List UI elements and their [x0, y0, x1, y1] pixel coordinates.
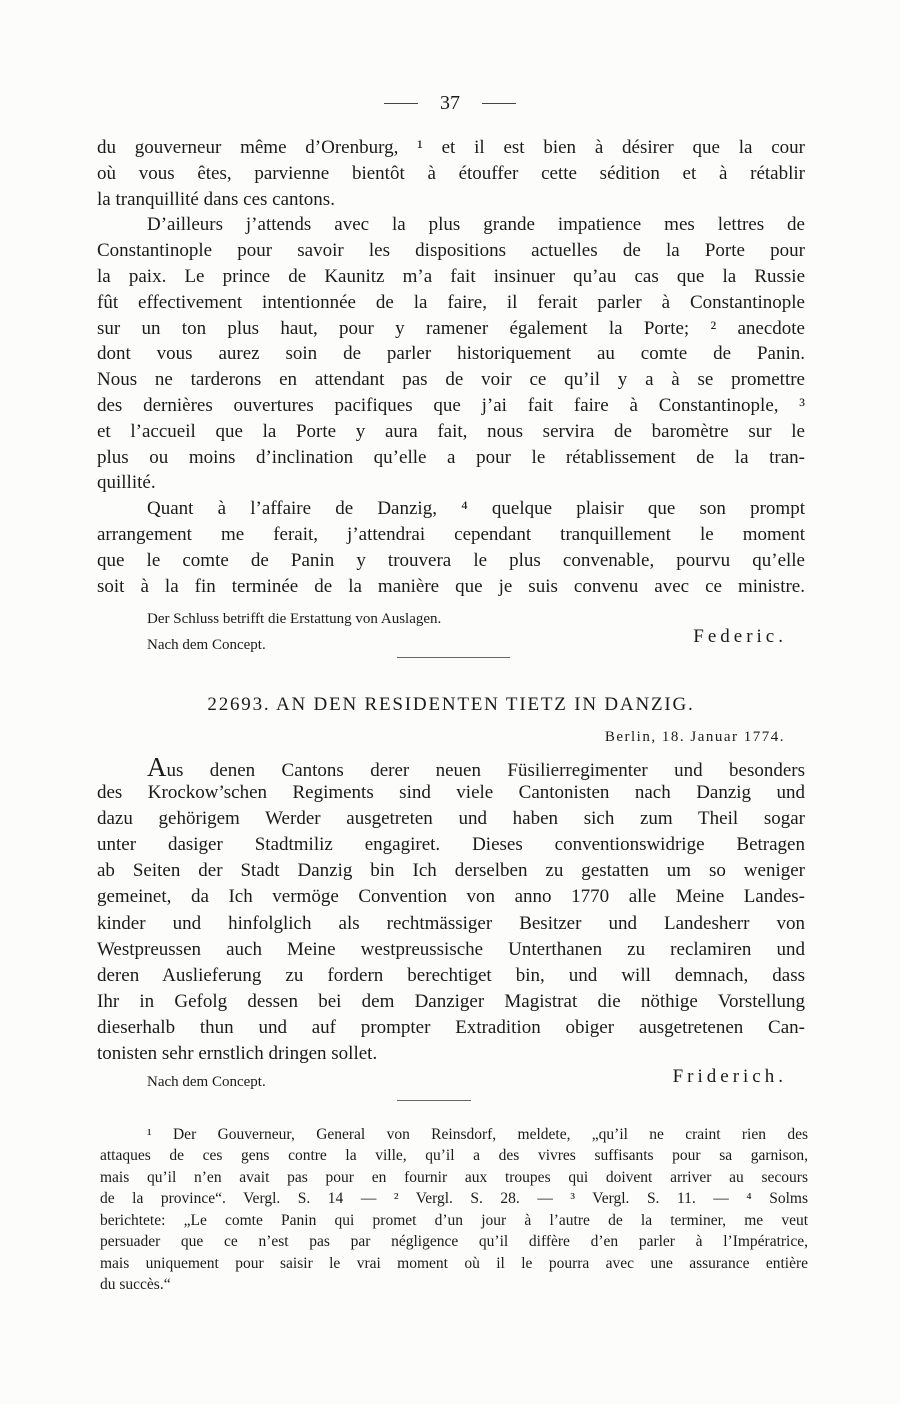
- editorial-note: Der Schluss betrifft die Erstattung von Auslagen.: [147, 611, 442, 627]
- text-line: que le comte de Panin y trouvera le plus convenable, pourvu qu’elle: [97, 549, 805, 571]
- page-number-header: [0, 90, 900, 116]
- signature: Friderich.: [672, 1066, 787, 1087]
- footnote-line: persuader que ce n’est pas par négligence qu’il diffère d’en parler à l’Impératrice,: [100, 1233, 808, 1251]
- page-number-dash-right: [482, 103, 516, 104]
- footnote-line: ¹ Der Gouverneur, General von Reinsdorf, meldete, „qu’il ne craint rien des: [147, 1126, 808, 1143]
- footnote-divider: [397, 1100, 471, 1101]
- signature: Federic.: [693, 626, 787, 647]
- footnote-line: de la province“. Vergl. S. 14 — ² Vergl. S. 28. — ³ Vergl. S. 11. — ⁴ Solms: [100, 1190, 808, 1208]
- text-line: des Krockow’schen Regiments sind viele Cantonisten nach Danzig und: [97, 782, 805, 804]
- letter-date: Berlin, 18. Januar 1774.: [604, 729, 785, 745]
- text-line: dieserhalb thun und auf prompter Extradition obiger ausgetretenen Can-: [97, 1016, 805, 1038]
- footnotes: [100, 1124, 808, 1295]
- footnote-line: berichtete: „Le comte Panin qui promet d’un jour à l’autre de la terminer, me veut: [100, 1211, 808, 1229]
- text-line: Constantinople pour savoir les dispositions actuelles de la Porte pour: [97, 240, 805, 262]
- text-line: du gouverneur même d’Orenburg, ¹ et il est bien à désirer que la cour: [97, 137, 805, 158]
- text-line: D’ailleurs j’attends avec la plus grande impatience mes lettres de: [147, 214, 805, 236]
- text-line: gemeinet, da Ich vermöge Convention von anno 1770 alle Meine Landes-: [97, 886, 805, 908]
- text-line: arrangement me ferait, j’attendrai cependant tranquillement le moment: [97, 523, 805, 545]
- footnote-line: attaques de ces gens contre la ville, qu’il a des vivres suffisants pour sa garnison,: [100, 1147, 808, 1165]
- section-divider: [397, 657, 510, 658]
- text-line: dazu gehörigem Werder ausgetreten und haben sich zum Theil sogar: [97, 808, 805, 830]
- text-line: deren Auslieferung zu fordern berechtiget bin, und will demnach, dass: [97, 964, 805, 986]
- text-line: Nous ne tarderons en attendant pas de voir ce qu’il y a à se promettre: [97, 369, 805, 391]
- text-line: plus ou moins d’inclination qu’elle a pour le rétablissement de la tran-: [97, 446, 805, 468]
- text-line: dont vous aurez soin de parler historiquement au comte de Panin.: [97, 343, 805, 365]
- letter-2-body: [97, 754, 805, 1067]
- source-note: Nach dem Concept.: [147, 637, 266, 653]
- text-line: Ihr in Gefolg dessen bei dem Danziger Magistrat die nöthige Vorstellung: [97, 990, 805, 1012]
- letter-heading: 22693. AN DEN RESIDENTEN TIETZ IN DANZIG.: [207, 694, 695, 715]
- page-number-dash-left: [384, 103, 418, 104]
- text-line: des dernières ouvertures pacifiques que j’ai fait faire à Constantinople, ³: [97, 394, 805, 416]
- text-line: fût effectivement intentionnée de la faire, il ferait parler à Constantinople: [97, 291, 805, 313]
- text-line: sur un ton plus haut, pour y ramener également la Porte; ² anecdote: [97, 317, 805, 339]
- footnote-line: mais qu’il n’en avait pas pour en fournir aux troupes qui doivent arriver au secours: [100, 1168, 808, 1186]
- text-line: unter dasiger Stadtmiliz engagiret. Dieses conventionswidrige Betragen: [97, 834, 805, 856]
- text-line: Aus denen Cantons derer neuen Füsilierregimenter und besonders: [147, 752, 805, 782]
- letter-1-body: [97, 135, 805, 599]
- text-line: Westpreussen auch Meine westpreussische Unterthanen zu reclamiren und: [97, 938, 805, 960]
- text-line: kinder und hinfolglich als rechtmässiger Besitzer und Landesherr von: [97, 912, 805, 934]
- footnote-line: du succès.“: [100, 1275, 171, 1293]
- page-number: 37: [440, 92, 460, 114]
- text-line: soit à la fin terminée de la manière que je suis convenu avec ce ministre.: [97, 575, 805, 597]
- text-line: ab Seiten der Stadt Danzig bin Ich derselben zu gestatten um so weniger: [97, 860, 805, 882]
- footnote-line: mais uniquement pour saisir le vrai moment où il le pourra avec une assurance entière: [100, 1254, 808, 1272]
- source-note: Nach dem Concept.: [147, 1074, 266, 1090]
- text-line: où vous êtes, parvienne bientôt à étouffer cette sédition et à rétablir: [97, 162, 805, 184]
- text-line: la paix. Le prince de Kaunitz m’a fait insinuer qu’au cas que la Russie: [97, 265, 805, 287]
- text-line: tonisten sehr ernstlich dringen sollet.: [97, 1043, 378, 1065]
- text-line: et l’accueil que la Porte y aura fait, nous servira de baromètre sur le: [97, 420, 805, 442]
- text-line: la tranquillité dans ces cantons.: [97, 188, 335, 210]
- text-line: Quant à l’affaire de Danzig, ⁴ quelque plaisir que son prompt: [147, 498, 805, 520]
- text-line: quillité.: [97, 472, 156, 494]
